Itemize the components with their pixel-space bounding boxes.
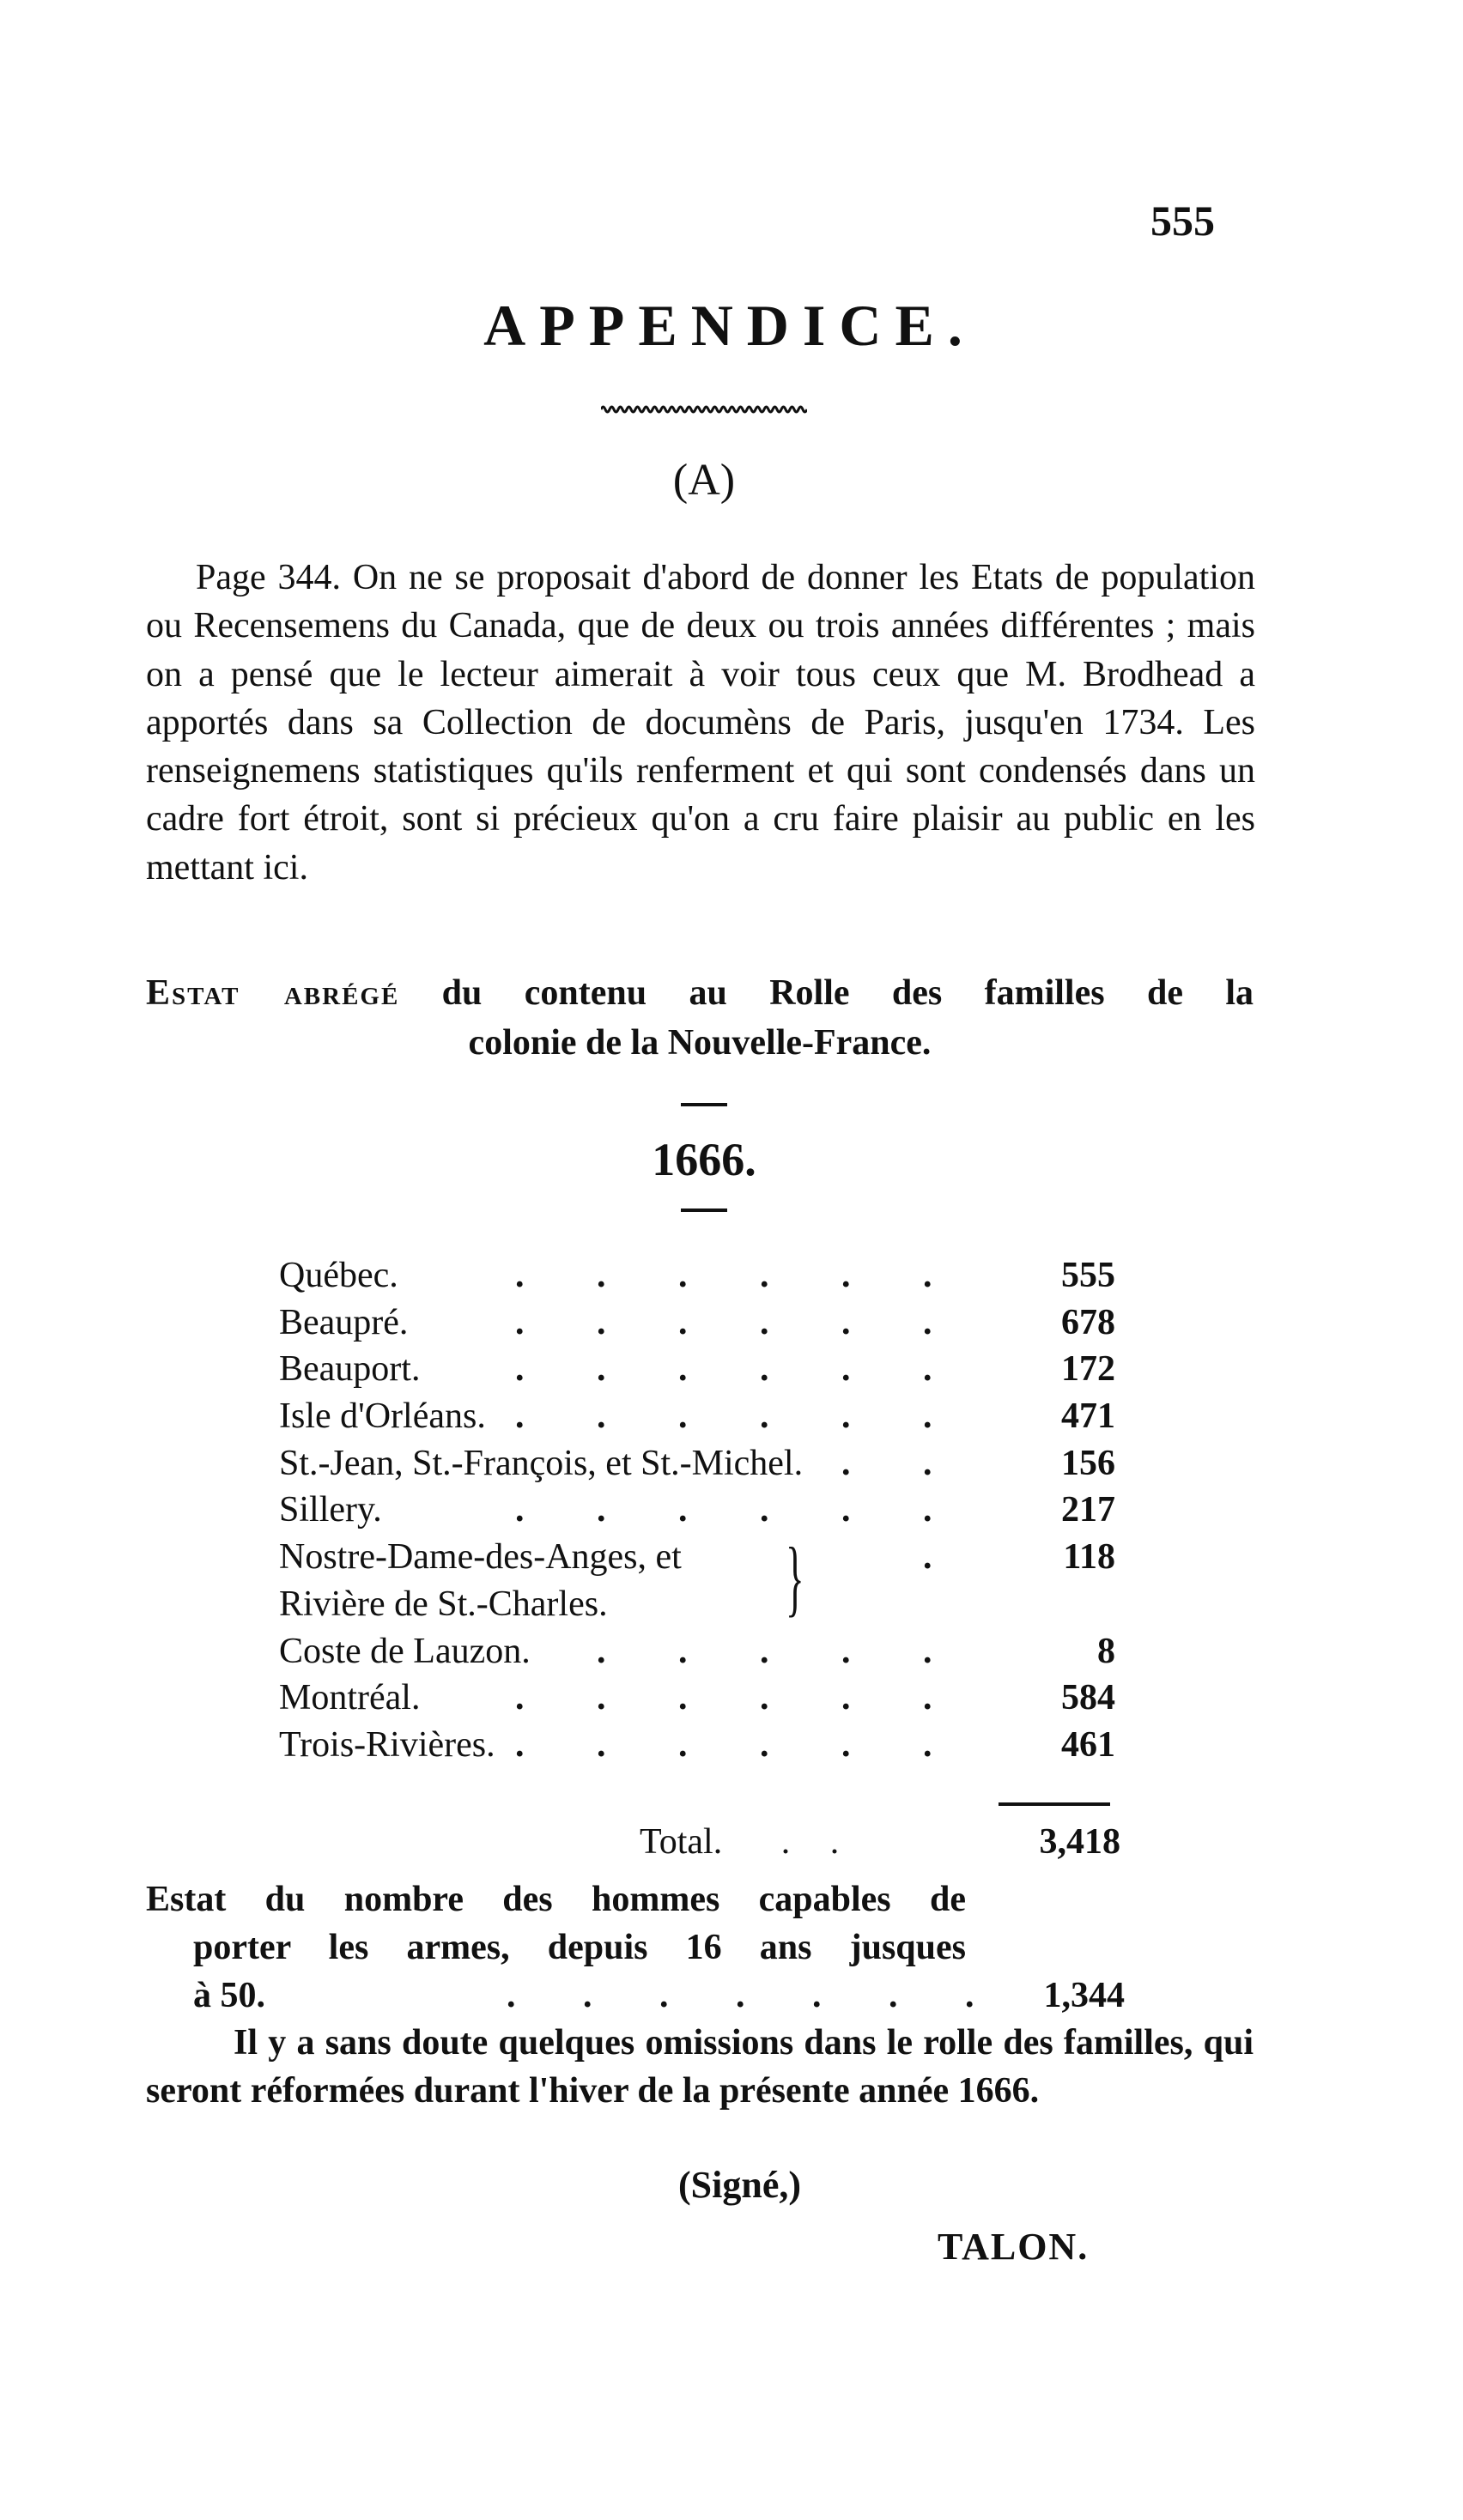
- leader-dot: .: [923, 1724, 932, 1765]
- census-row: [279, 1348, 1120, 1396]
- leader-dot: .: [597, 1678, 606, 1718]
- census-place: Beauport.: [279, 1349, 421, 1390]
- census-table: [279, 1255, 1120, 1772]
- census-row: [279, 1584, 1120, 1631]
- leader-dot: .: [923, 1537, 932, 1578]
- census-count: 471: [1061, 1396, 1115, 1437]
- intro-paragraph: Page 344. On ne se proposait d'abord de donner les Etats de population ou Recensemens du Canada, que de deux ou trois années différentes ; mais on a pensé que le lecteur aimerait à voir tous ceux que M. Brodhead a apportés dans sa Collection de documèns de Paris, jusqu'en 1734. Les renseignemens statistiques qu'ils renferment et qui sont condensés dans un cadre fort étroit, sont si précieux qu'on a cru faire plaisir au public en les mettant ici.: [146, 558, 1255, 887]
- leader-dot: .: [515, 1490, 525, 1530]
- leader-dot: .: [597, 1349, 606, 1390]
- signed-label: (Signé,): [678, 2164, 801, 2206]
- leader-dot: .: [841, 1256, 851, 1295]
- census-row: [279, 1302, 1120, 1349]
- leader-dot: .: [597, 1631, 606, 1671]
- leader-dot: .: [597, 1302, 606, 1342]
- census-count: 217: [1061, 1490, 1115, 1530]
- census-row: [279, 1396, 1120, 1443]
- leader-dot: .: [841, 1349, 851, 1390]
- total-rule: [999, 1802, 1110, 1806]
- leader-dot: .: [841, 1678, 851, 1718]
- census-place: Isle d'Orléans.: [279, 1396, 486, 1437]
- estat-heading-line-1: [146, 968, 1254, 1018]
- census-count: 8: [1097, 1631, 1115, 1671]
- militia-leader-dots: . . . . . . .: [507, 1976, 1004, 2015]
- total-value: 3,418: [1039, 1822, 1120, 1862]
- leader-dot: .: [760, 1678, 769, 1718]
- militia-value: 1,344: [1043, 1976, 1125, 2015]
- militia-statement: [146, 1875, 1125, 2020]
- census-place: St.-Jean, St.-François, et St.-Michel.: [279, 1443, 804, 1483]
- leader-dot: .: [923, 1396, 932, 1437]
- leader-dot: .: [515, 1256, 525, 1295]
- census-row: [279, 1677, 1120, 1724]
- leader-dot: .: [678, 1256, 688, 1295]
- census-place: Québec.: [279, 1256, 398, 1295]
- leader-dot: .: [597, 1490, 606, 1530]
- leader-dot: .: [678, 1349, 688, 1390]
- year-heading: 1666.: [652, 1134, 756, 1185]
- census-count: 461: [1061, 1724, 1115, 1765]
- note-paragraph: Il y a sans doute quelques omissions dans le rolle des familles, qui seront réformées durant l'hiver de la présente année 1666.: [146, 2023, 1254, 2111]
- leader-dot: .: [760, 1349, 769, 1390]
- leader-dot: .: [515, 1349, 525, 1390]
- leader-dot: .: [515, 1724, 525, 1765]
- leader-dot: .: [923, 1256, 932, 1295]
- leader-dot: .: [841, 1631, 851, 1671]
- leader-dot: .: [923, 1490, 932, 1530]
- appendix-title: APPENDICE.: [483, 293, 976, 358]
- total-label: Total.: [640, 1822, 723, 1862]
- census-place: Montréal.: [279, 1678, 421, 1718]
- leader-dot: .: [678, 1724, 688, 1765]
- leader-dot: .: [678, 1302, 688, 1342]
- census-place: Beaupré.: [279, 1302, 409, 1342]
- census-count: 678: [1061, 1302, 1115, 1342]
- total-row: [640, 1821, 1120, 1863]
- leader-dot: .: [760, 1490, 769, 1530]
- census-row: [279, 1489, 1120, 1536]
- leader-dot: .: [841, 1443, 851, 1483]
- census-count: 156: [1061, 1443, 1115, 1483]
- leader-dot: .: [841, 1396, 851, 1437]
- estat-heading-smallcaps: Estat abrégé: [146, 973, 400, 1013]
- leader-dot: .: [678, 1631, 688, 1671]
- leader-dot: .: [760, 1302, 769, 1342]
- census-place: Nostre-Dame-des-Anges, et: [279, 1537, 682, 1578]
- leader-dot: .: [923, 1302, 932, 1342]
- leader-dot: .: [678, 1490, 688, 1530]
- signature-name: TALON.: [938, 2226, 1090, 2268]
- census-place: Rivière de St.-Charles.: [279, 1584, 608, 1624]
- brace-glyph: }: [786, 1530, 804, 1626]
- short-rule-bottom: [681, 1209, 727, 1212]
- census-row: [279, 1631, 1120, 1678]
- page-number: 555: [1150, 197, 1215, 245]
- census-place: Sillery.: [279, 1490, 382, 1530]
- estat-heading-rest: du contenu au Rolle des familles de la: [399, 973, 1254, 1013]
- section-label: (A): [672, 456, 736, 505]
- leader-dot: .: [841, 1490, 851, 1530]
- leader-dot: .: [597, 1396, 606, 1437]
- census-count: 555: [1061, 1256, 1115, 1295]
- leader-dot: .: [923, 1631, 932, 1671]
- leader-dot: .: [597, 1256, 606, 1295]
- leader-dot: .: [515, 1396, 525, 1437]
- leader-dot: .: [923, 1443, 932, 1483]
- leader-dot: .: [678, 1678, 688, 1718]
- estat-heading-line-2: colonie de la Nouvelle-France.: [468, 1023, 932, 1063]
- leader-dot: .: [760, 1724, 769, 1765]
- leader-dot: .: [515, 1678, 525, 1718]
- short-rule-top: [681, 1103, 727, 1106]
- leader-dot: .: [841, 1724, 851, 1765]
- militia-line-1: Estat du nombre des hommes capables de: [146, 1880, 966, 1919]
- census-count: 584: [1061, 1678, 1115, 1718]
- census-row: [279, 1443, 1120, 1490]
- militia-line-2: porter les armes, depuis 16 ans jusques: [193, 1928, 966, 1967]
- census-row: [279, 1724, 1120, 1772]
- militia-line-3: [146, 1976, 1125, 2015]
- leader-dot: .: [841, 1302, 851, 1342]
- leader-dot: .: [678, 1396, 688, 1437]
- census-row: [279, 1255, 1120, 1302]
- census-place: Coste de Lauzon.: [279, 1631, 531, 1671]
- leader-dot: .: [760, 1256, 769, 1295]
- census-place: Trois-Rivières.: [279, 1724, 495, 1765]
- leader-dot: .: [760, 1631, 769, 1671]
- wavy-divider: [601, 403, 807, 415]
- total-dots: . .: [780, 1822, 855, 1862]
- leader-dot: .: [923, 1349, 932, 1390]
- leader-dot: .: [760, 1396, 769, 1437]
- leader-dot: .: [597, 1724, 606, 1765]
- militia-age: à 50.: [193, 1976, 265, 2015]
- leader-dot: .: [923, 1678, 932, 1718]
- estat-heading: [146, 968, 1254, 1068]
- leader-dot: .: [515, 1302, 525, 1342]
- census-count: 118: [1063, 1537, 1115, 1578]
- census-count: 172: [1061, 1349, 1115, 1390]
